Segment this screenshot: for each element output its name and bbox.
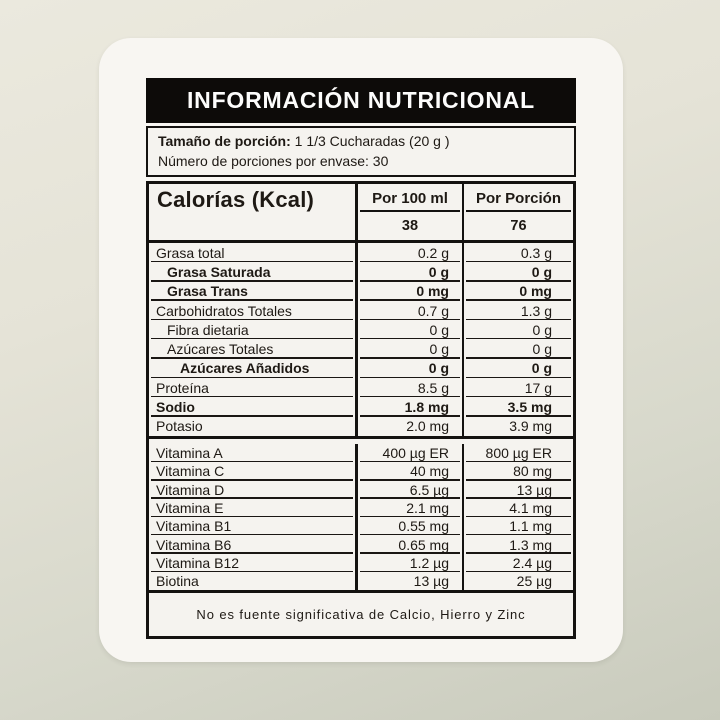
per-portion-value: 13 µg bbox=[462, 481, 573, 499]
per-portion-value: 0 g bbox=[462, 320, 573, 339]
table-row bbox=[149, 444, 573, 462]
servings-per-container-line: Número de porciones por envase: 30 bbox=[158, 153, 389, 169]
per-portion-value: 17 g bbox=[462, 378, 573, 397]
table-row bbox=[149, 417, 573, 436]
nutrient-name: Azúcares Totales bbox=[149, 339, 355, 358]
calories-title: Calorías (Kcal) bbox=[157, 187, 315, 212]
nutrient-name: Vitamina B1 bbox=[149, 517, 355, 535]
table-row bbox=[149, 462, 573, 480]
per-portion-value: 0 g bbox=[462, 359, 573, 378]
per-portion-value: 0 g bbox=[462, 262, 573, 281]
nutrient-name: Vitamina A bbox=[149, 444, 355, 462]
per-portion-value: 1.1 mg bbox=[462, 517, 573, 535]
per-100ml-value: 6.5 µg bbox=[355, 481, 462, 499]
vitamins-section bbox=[149, 439, 573, 590]
nutrient-name: Grasa Saturada bbox=[149, 262, 355, 281]
per-portion-value: 2.4 µg bbox=[462, 554, 573, 572]
per-portion-value: 80 mg bbox=[462, 462, 573, 480]
per-100ml-value: 0.65 mg bbox=[355, 535, 462, 553]
per-100ml-value: 2.0 mg bbox=[355, 417, 462, 436]
per-100ml-value: 8.5 g bbox=[355, 378, 462, 397]
serving-size-line bbox=[158, 131, 564, 151]
per-100ml-value: 400 µg ER bbox=[355, 444, 462, 462]
calories-per-100ml-value: 38 bbox=[355, 212, 462, 240]
per-100ml-value: 2.1 mg bbox=[355, 499, 462, 517]
per-100ml-value: 0 mg bbox=[355, 282, 462, 301]
nutrient-name: Proteína bbox=[149, 378, 355, 397]
nutrient-name: Grasa total bbox=[149, 243, 355, 262]
nutrient-name: Vitamina B12 bbox=[149, 554, 355, 572]
column-header-per-100ml: Por 100 ml bbox=[355, 184, 462, 212]
calories-per-portion-value: 76 bbox=[462, 212, 573, 240]
table-row bbox=[149, 282, 573, 301]
per-portion-value: 1.3 g bbox=[462, 301, 573, 320]
nutrient-name: Biotina bbox=[156, 573, 199, 590]
per-portion-value: 0 g bbox=[462, 339, 573, 358]
nutrient-name: Vitamina E bbox=[149, 499, 355, 517]
nutrient-name: Vitamina B6 bbox=[149, 535, 355, 553]
per-portion-value: 1.3 mg bbox=[462, 535, 573, 553]
nutrition-table bbox=[146, 181, 576, 639]
nutrient-name: Fibra dietaria bbox=[149, 320, 355, 339]
per-portion-value: 0.3 g bbox=[462, 243, 573, 262]
table-row bbox=[149, 572, 573, 590]
table-row bbox=[149, 378, 573, 397]
nutrient-name: Vitamina C bbox=[149, 462, 355, 480]
macronutrients-section bbox=[149, 243, 573, 436]
column-header-per-portion: Por Porción bbox=[462, 184, 573, 212]
table-row bbox=[149, 517, 573, 535]
nutrient-name: Vitamina D bbox=[149, 481, 355, 499]
per-100ml-value: 0.55 mg bbox=[355, 517, 462, 535]
table-row bbox=[149, 359, 573, 378]
nutrient-name: Carbohidratos Totales bbox=[149, 301, 355, 320]
table-row bbox=[149, 554, 573, 572]
nutrient-name: Potasio bbox=[156, 418, 203, 435]
footnote: No es fuente significativa de Calcio, Hierro y Zinc bbox=[196, 607, 526, 623]
table-row bbox=[149, 301, 573, 320]
per-portion-value: 3.9 mg bbox=[462, 417, 573, 436]
per-portion-value: 0 mg bbox=[462, 282, 573, 301]
nutrient-name: Grasa Trans bbox=[149, 282, 355, 301]
nutrition-label bbox=[146, 78, 576, 639]
label-card bbox=[99, 38, 623, 662]
per-100ml-value: 13 µg bbox=[355, 572, 462, 590]
serving-size-value: 1 1/3 Cucharadas (20 g ) bbox=[290, 133, 450, 149]
per-100ml-value: 0 g bbox=[355, 320, 462, 339]
table-row bbox=[149, 481, 573, 499]
nutrition-label-title: INFORMACIÓN NUTRICIONAL bbox=[146, 78, 576, 123]
per-100ml-value: 0 g bbox=[355, 339, 462, 358]
table-row bbox=[149, 339, 573, 358]
table-row bbox=[149, 535, 573, 553]
per-100ml-value: 0.2 g bbox=[355, 243, 462, 262]
nutrient-name: Sodio bbox=[149, 397, 355, 416]
per-100ml-value: 1.2 µg bbox=[355, 554, 462, 572]
calories-section bbox=[149, 184, 573, 243]
per-100ml-value: 0 g bbox=[355, 262, 462, 281]
table-row bbox=[149, 262, 573, 281]
nutrient-name: Azúcares Añadidos bbox=[149, 359, 355, 378]
table-row bbox=[149, 499, 573, 517]
table-row bbox=[149, 397, 573, 416]
per-100ml-value: 0 g bbox=[355, 359, 462, 378]
per-100ml-value: 1.8 mg bbox=[355, 397, 462, 416]
per-portion-value: 3.5 mg bbox=[462, 397, 573, 416]
per-portion-value: 4.1 mg bbox=[462, 499, 573, 517]
serving-size-label: Tamaño de porción: bbox=[158, 133, 291, 149]
per-portion-value: 800 µg ER bbox=[462, 444, 573, 462]
table-row bbox=[149, 320, 573, 339]
table-row bbox=[149, 243, 573, 262]
serving-info-box bbox=[146, 126, 576, 177]
per-100ml-value: 40 mg bbox=[355, 462, 462, 480]
per-100ml-value: 0.7 g bbox=[355, 301, 462, 320]
per-portion-value: 25 µg bbox=[462, 572, 573, 590]
